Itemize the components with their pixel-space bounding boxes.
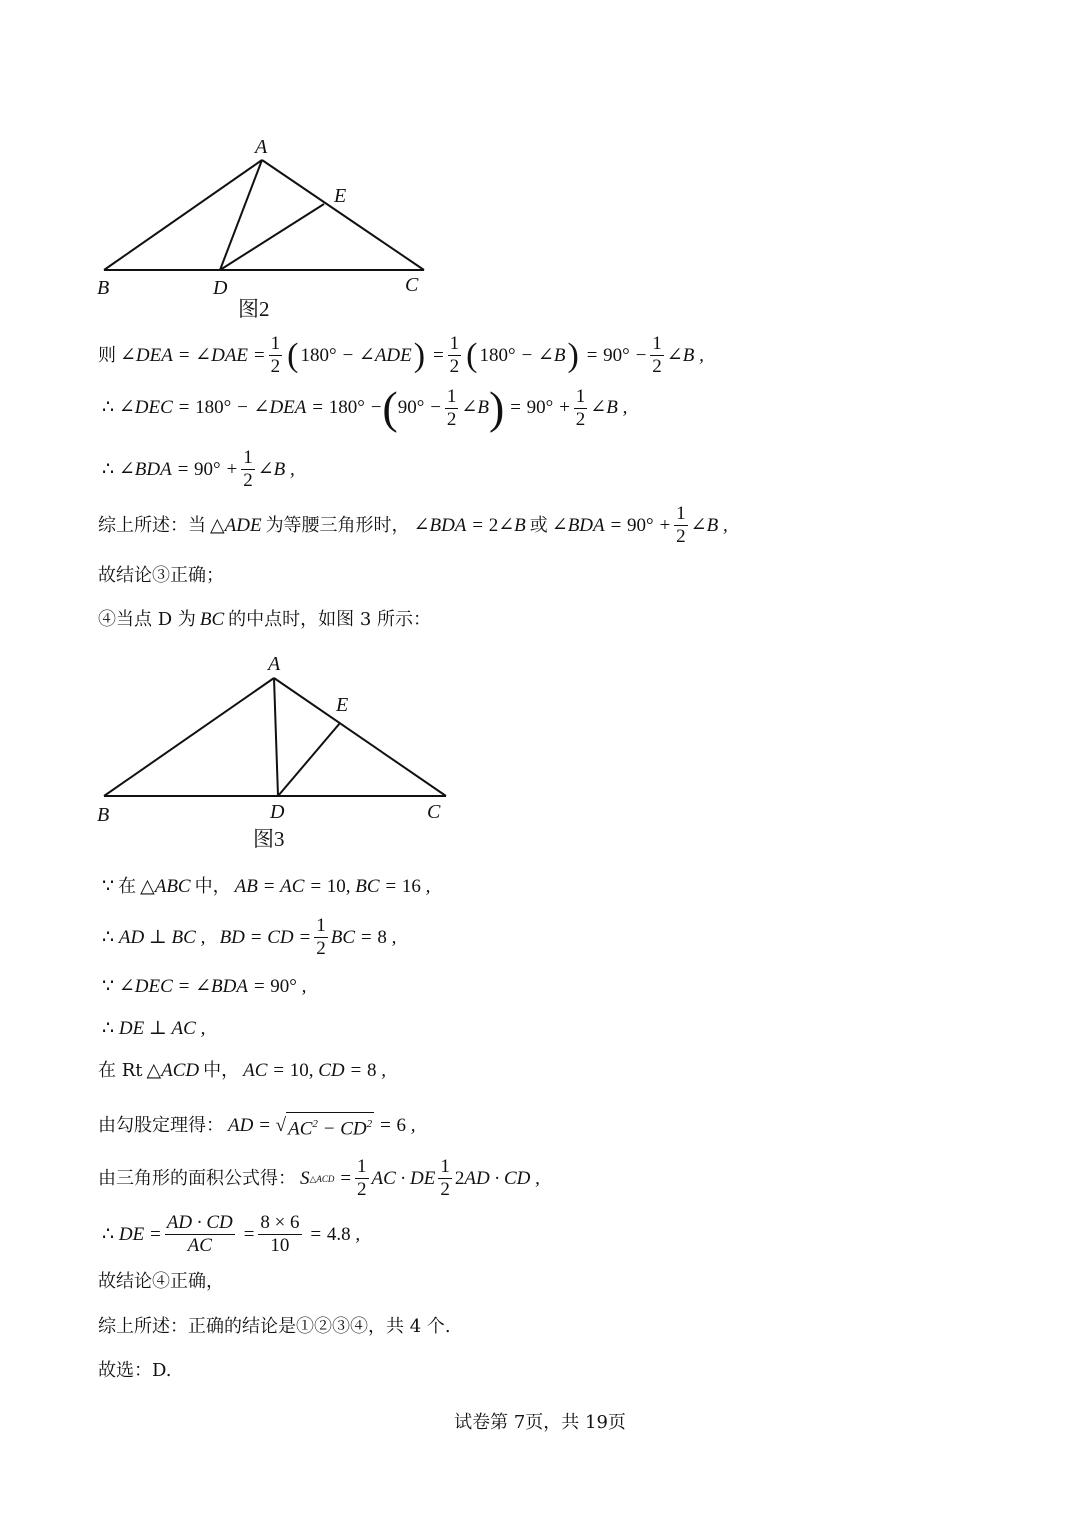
math-expression: ∴ ∠ BDA = 90° + $\frac{1}{2}$ ∠ B , <box>102 447 295 491</box>
line-text: 在 Rt <box>98 1060 143 1081</box>
solution-line-17 <box>98 1360 172 1382</box>
line-text: 的中点时，如图 3 所示： <box>228 609 432 630</box>
math-expression: S △ACD = $\frac{1}{2}$ AC · DE $\frac{1}{2}$ 2 AD · CD , <box>300 1156 540 1200</box>
line-text: 故结论④正确， <box>98 1271 224 1292</box>
math-expression: ∵ ∠ DEC = ∠ BDA = 90° , <box>102 976 307 997</box>
fig2-label-b: B <box>97 277 110 299</box>
math-expression: AB = AC = 10, BC = 16 , <box>234 876 431 897</box>
math-expression: △ ABC <box>140 876 191 897</box>
line-text: 或 <box>529 514 548 536</box>
line-text: 综上所述：当 <box>98 514 206 536</box>
fig2-label-e: E <box>334 185 347 207</box>
line-text: 中， <box>194 876 231 897</box>
line-text: 由三角形的面积公式得： <box>98 1167 296 1189</box>
fig3-label-b: B <box>97 804 110 826</box>
fig2-label-d: D <box>213 277 228 299</box>
math-expression: ∴ AD ⊥ BC , BD = CD = $\frac{1}{2}$ BC = 8 , <box>102 915 397 959</box>
solution-line-6 <box>98 609 431 631</box>
math-expression: ∵ <box>102 876 115 897</box>
solution-line-5 <box>98 565 224 587</box>
math-expression: AD = √ $AC^2 - CD^2$ = 6 , <box>228 1112 415 1140</box>
math-expression: ∠ DEA = ∠ DAE = $\frac{1}{2}$ ( 180° − ∠ ADE ) = $\frac{1}{2}$ ( 180° − ∠ B ) = 90° − $\frac{1}{2}$ ∠ B , <box>120 333 704 377</box>
math-expression: △ ACD <box>146 1060 200 1081</box>
math-expression: ∴ ∠ DEC = 180° − ∠ DEA = 180° − ( 90° − $\frac{1}{2}$ ∠ B ) = 90° + $\frac{1}{2}$ ∠ B , <box>102 382 628 433</box>
fig3-caption: 图3 <box>253 827 285 851</box>
line-text: 故结论③正确； <box>98 565 224 586</box>
solution-line-11 <box>98 1060 390 1082</box>
math-expression: ∠ BDA = 90° + $\frac{1}{2}$ ∠ B , <box>551 503 728 547</box>
line-text: 为等腰三角形时， <box>265 514 410 536</box>
solution-line-2 <box>98 382 631 433</box>
fig3-label-a: A <box>268 653 281 675</box>
figure-2 <box>104 160 424 270</box>
solution-line-10 <box>98 1018 209 1040</box>
math-expression: AC = 10, CD = 8 , <box>243 1060 386 1081</box>
solution-line-9 <box>98 976 310 998</box>
solution-line-16 <box>98 1316 451 1338</box>
solution-line-12 <box>98 1112 419 1140</box>
solution-line-8 <box>98 915 400 960</box>
fig3-label-e: E <box>336 694 349 716</box>
math-expression: ∴ DE = $\frac{AD \cdot CD}{AC}$ = $\frac{8 \times 6}{10}$ = 4.8 , <box>102 1212 361 1256</box>
fig2-caption: 图2 <box>238 297 270 321</box>
solution-line-14 <box>98 1212 364 1257</box>
math-expression: BC <box>199 609 225 630</box>
fig3-label-d: D <box>270 801 285 823</box>
math-expression: △ ADE <box>210 514 262 536</box>
solution-line-13 <box>98 1156 544 1201</box>
fig2-label-a: A <box>255 136 268 158</box>
line-text: ④当点 D 为 <box>98 609 196 630</box>
line-text: 中， <box>203 1060 240 1081</box>
line-text: 则 <box>98 344 116 366</box>
line-text: 在 <box>118 876 137 897</box>
math-expression: ∠ BDA = 2 ∠ B <box>413 514 526 536</box>
page-footer: 试卷第 7页，共 19页 <box>454 1412 626 1433</box>
line-text: 由勾股定理得： <box>98 1115 224 1137</box>
fig2-label-c: C <box>405 274 419 296</box>
solution-line-15 <box>98 1271 224 1293</box>
line-text: 故选：D. <box>98 1360 172 1381</box>
solution-line-3 <box>98 447 299 492</box>
line-text: 综上所述：正确的结论是①②③④，共 4 个. <box>98 1316 451 1337</box>
math-expression: ∴ DE ⊥ AC , <box>102 1018 206 1039</box>
figure-3 <box>104 678 446 796</box>
fig3-label-c: C <box>427 801 441 823</box>
solution-line-4 <box>98 503 732 548</box>
solution-line-7 <box>98 876 434 898</box>
solution-line-1 <box>98 333 708 378</box>
